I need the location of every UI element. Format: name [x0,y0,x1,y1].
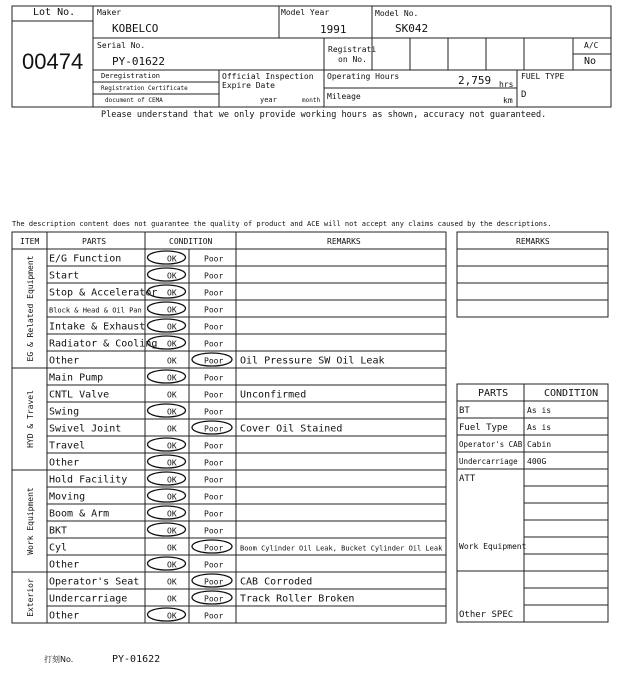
month-label: month [302,97,321,104]
ok-option: OK [167,594,177,604]
right-condition-value: As is [527,423,552,432]
ok-option: OK [167,305,177,315]
km-unit: km [503,96,513,105]
right-part-label: Operator's CAB [459,440,523,449]
poor-option: Poor [204,611,224,621]
official-inspection-label-1: Official Inspection [222,72,314,81]
model-year-label: Model Year [281,8,330,17]
registration-label-1: Registrati [328,45,377,54]
serial-no-value: PY-01622 [112,55,165,68]
right-parts-header: PARTS [478,388,509,399]
part-label: Moving [49,491,86,503]
ok-option: OK [167,577,177,587]
part-label: E/G Function [49,253,122,265]
ok-option: OK [167,560,177,570]
stamp-no-value: PY-01622 [112,654,161,665]
registration-certificate-label: Registration Certificate [101,85,188,92]
ok-option: OK [167,288,177,298]
poor-option: Poor [204,458,224,468]
maker-label: Maker [97,8,122,17]
right-part-label: BT [459,406,470,416]
model-no-label: Model No. [375,9,419,18]
right-part-label: Fuel Type [459,423,508,433]
remark-text: Cover Oil Stained [240,423,343,435]
part-label: Swing [49,406,80,418]
group-label: HYD & Travel [26,390,35,448]
part-label: Stop & Accelerator [49,287,158,299]
deregistration-label: Deregistration [101,72,161,80]
ok-option: OK [167,526,177,536]
part-label: BKT [49,525,68,537]
poor-option: Poor [204,373,224,383]
ok-option: OK [167,390,177,400]
remark-text: Track Roller Broken [240,593,355,605]
fuel-type-label: FUEL TYPE [521,72,565,81]
group-label: Exterior [26,578,35,617]
poor-option: Poor [204,356,224,366]
hrs-unit: hrs [499,80,514,89]
disclaimer-text: The description content does not guarantee the quality of product and ACE will not accept any claims caused by the descriptions. [12,220,552,228]
part-label: Boom & Arm [49,508,110,520]
att-label: ATT [459,474,476,484]
poor-option: Poor [204,594,224,604]
part-label: Start [49,270,80,282]
ok-option: OK [167,424,177,434]
ok-option: OK [167,441,177,451]
fuel-type-value: D [521,90,527,100]
ok-option: OK [167,611,177,621]
other-spec-label: Other SPEC [459,610,514,620]
operating-hours-label: Operating Hours [327,72,400,81]
part-label: Other [49,355,80,367]
ok-option: OK [167,407,177,417]
maker-value: KOBELCO [112,22,159,35]
right-part-label: Undercarriage [459,457,518,466]
poor-option: Poor [204,441,224,451]
ok-option: OK [167,271,177,281]
right-condition-value: As is [527,406,552,415]
poor-option: Poor [204,322,224,332]
part-label: Other [49,610,80,622]
poor-option: Poor [204,288,224,298]
registration-label-2: on No. [338,55,367,64]
remarks-header: REMARKS [327,237,361,246]
part-label: Swivel Joint [49,423,122,435]
stamp-no-label: 打刻No. [44,655,74,664]
right-condition-header: CONDITION [544,388,599,399]
ok-option: OK [167,356,177,366]
ac-label: A/C [584,41,599,50]
poor-option: Poor [204,492,224,502]
condition-header: CONDITION [169,237,213,246]
part-label: Hold Facility [49,474,128,486]
poor-option: Poor [204,407,224,417]
ok-option: OK [167,509,177,519]
poor-option: Poor [204,526,224,536]
lot-no-value: 00474 [22,49,84,74]
operating-hours-value: 2,759 [458,74,492,87]
ok-option: OK [167,254,177,264]
model-year-value: 1991 [320,23,347,36]
right-condition-value: 400G [527,457,547,466]
document-label: document of CEMA [105,97,163,104]
ok-option: OK [167,492,177,502]
ok-option: OK [167,475,177,485]
poor-option: Poor [204,424,224,434]
poor-option: Poor [204,560,224,570]
poor-option: Poor [204,390,224,400]
remark-text: CAB Corroded [240,576,313,588]
ok-option: OK [167,373,177,383]
item-header: ITEM [20,237,40,246]
poor-option: Poor [204,475,224,485]
part-label: Cyl [49,542,68,554]
right-remarks-header: REMARKS [516,237,550,246]
model-no-value: SK042 [395,22,429,35]
poor-option: Poor [204,509,224,519]
official-inspection-label-2: Expire Date [222,81,275,90]
poor-option: Poor [204,577,224,587]
mileage-label: Mileage [327,92,361,101]
part-label: Radiator & Cooling [49,338,158,350]
part-label: Undercarriage [49,593,128,605]
poor-option: Poor [204,254,224,264]
remark-text: Oil Pressure SW Oil Leak [240,355,385,367]
poor-option: Poor [204,305,224,315]
right-condition-value: Cabin [527,440,552,449]
serial-no-label: Serial No. [97,41,146,50]
remark-text: Boom Cylinder Oil Leak, Bucket Cylinder Oil Leak [240,544,443,553]
poor-option: Poor [204,271,224,281]
part-label: CNTL Valve [49,389,110,401]
part-label: Other [49,457,80,469]
year-label: year [260,96,277,104]
poor-option: Poor [204,339,224,349]
ok-option: OK [167,322,177,332]
ok-option: OK [167,543,177,553]
poor-option: Poor [204,543,224,553]
part-label: Other [49,559,80,571]
lot-no-label: Lot No. [33,7,76,18]
part-label: Intake & Exhaust [49,321,146,333]
group-label: Work Equipment [26,487,35,555]
ok-option: OK [167,458,177,468]
ok-option: OK [167,339,177,349]
remark-text: Unconfirmed [240,389,307,401]
part-label: Main Pump [49,372,104,384]
part-label: Block & Head & Oil Pan [49,306,142,315]
ac-value: No [584,56,597,67]
group-label: EG & Related Equipment [26,255,35,362]
hours-accuracy-note: Please understand that we only provide working hours as shown, accuracy not guaranteed. [101,110,547,120]
part-label: Travel [49,440,86,452]
parts-header: PARTS [82,237,107,246]
work-equipment-label: Work Equipment [459,542,527,551]
part-label: Operator's Seat [49,576,140,588]
